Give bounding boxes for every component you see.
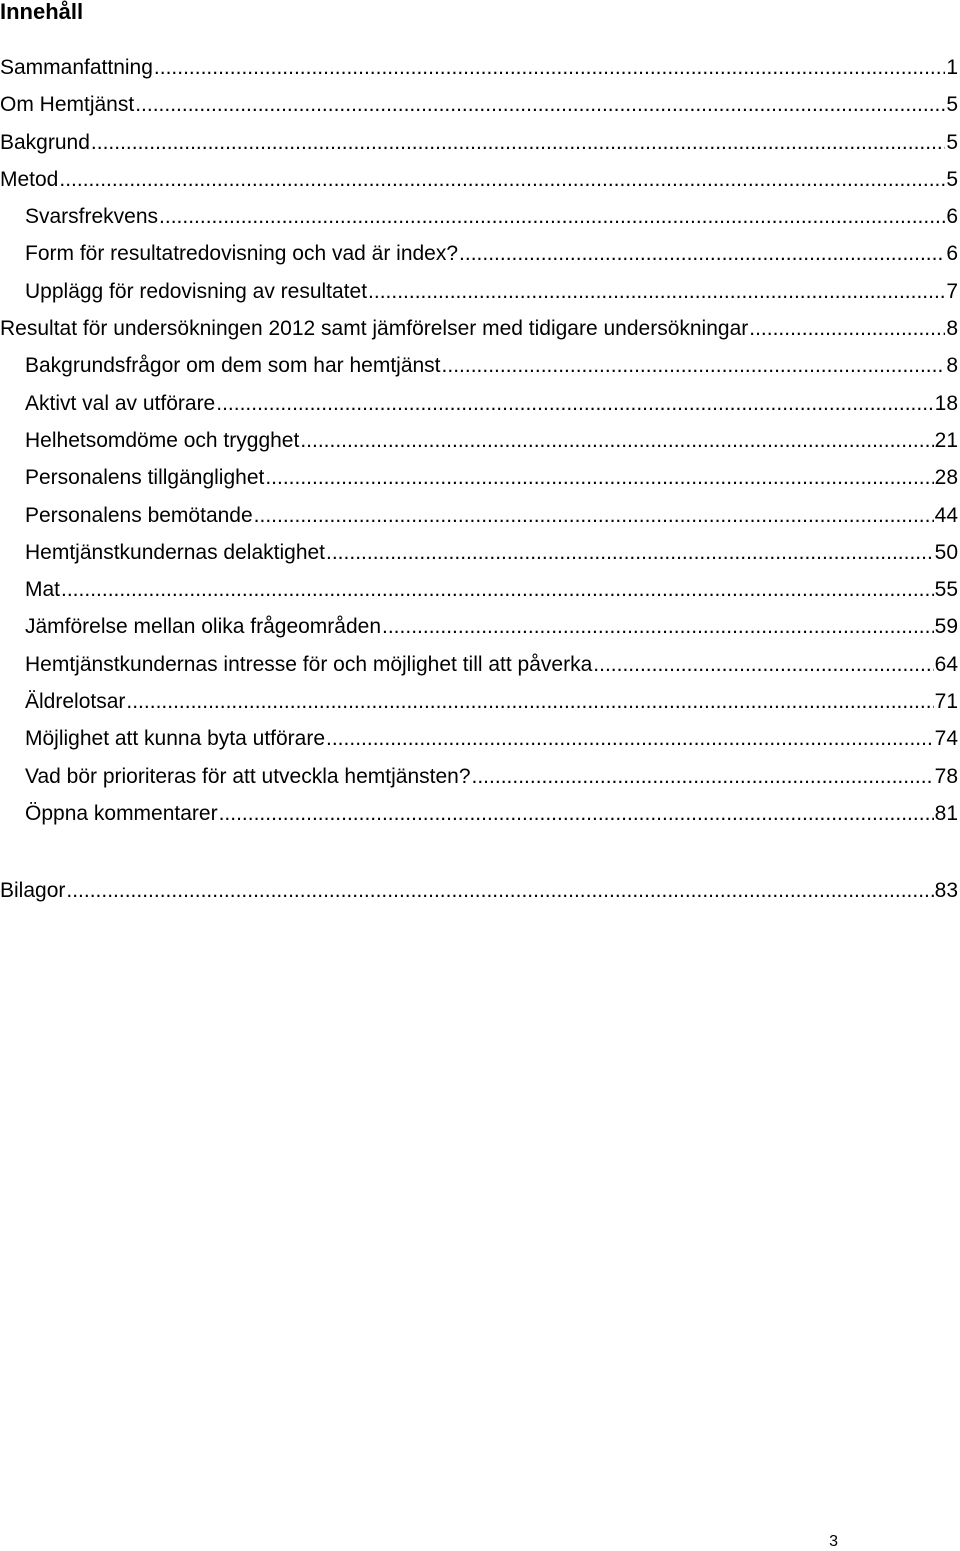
toc-entry-sammanfattning[interactable]: [0, 54, 960, 91]
toc-entry-om-hemtjanst[interactable]: [0, 91, 960, 128]
toc-entry-page: 5: [946, 93, 958, 117]
toc-entry-label: Personalens bemötande: [25, 503, 253, 527]
toc-entry-bakgrund[interactable]: [0, 129, 960, 166]
toc-entry-form-for-resultatredovisning[interactable]: [0, 240, 960, 277]
dot-leader: [91, 129, 945, 157]
dot-leader: [326, 539, 934, 567]
toc-entry-page: 18: [934, 391, 958, 415]
toc-entry-label: Metod: [0, 167, 59, 191]
toc-entry-page: 28: [934, 466, 958, 490]
dot-leader: [216, 390, 933, 418]
toc-entry-aldrelotsar[interactable]: [0, 688, 960, 725]
toc-entry-page: 5: [946, 167, 958, 191]
toc-entry-label: Sammanfattning: [0, 56, 153, 79]
toc-entry-svarsfrekvens[interactable]: [0, 203, 960, 240]
toc-entry-page: 6: [946, 242, 958, 266]
toc-entry-label: Jämförelse mellan olika frågeområden: [25, 615, 382, 639]
dot-leader: [382, 613, 934, 641]
toc-entry-page: 59: [934, 615, 958, 639]
dot-leader: [126, 688, 933, 716]
toc-entry-page: 83: [934, 879, 958, 903]
dot-leader: [61, 576, 934, 604]
toc-entry-label: Hemtjänstkundernas delaktighet: [25, 540, 326, 564]
toc-entry-page: 6: [946, 205, 958, 229]
toc-entry-label: Vad bör prioriteras för att utveckla hemtjänsten?: [25, 764, 471, 788]
page-title: Innehåll: [0, 0, 84, 24]
toc-entry-byta-utforare[interactable]: [0, 725, 960, 762]
dot-leader: [593, 651, 933, 679]
page-number: 3: [829, 1533, 838, 1550]
toc-entry-label: Möjlighet att kunna byta utförare: [25, 727, 326, 751]
dot-leader: [254, 502, 934, 530]
dot-leader: [326, 725, 934, 753]
toc-entry-label: Hemtjänstkundernas intresse för och möjlighet till att påverka: [25, 652, 593, 676]
table-of-contents: [0, 54, 960, 915]
dot-leader: [66, 877, 933, 905]
toc-entry-page: 21: [934, 428, 958, 452]
toc-entry-page: 50: [934, 540, 958, 564]
toc-entry-page: 55: [934, 578, 958, 602]
toc-entry-label: Äldrelotsar: [25, 690, 126, 714]
toc-entry-jamforelse-fragomraden[interactable]: [0, 613, 960, 650]
toc-entry-mat[interactable]: [0, 576, 960, 613]
toc-entry-page: 8: [946, 354, 958, 378]
toc-entry-page: 71: [934, 690, 958, 714]
dot-leader: [442, 352, 946, 380]
toc-entry-label: Svarsfrekvens: [25, 205, 159, 229]
toc-entry-delaktighet[interactable]: [0, 539, 960, 576]
toc-entry-page: 64: [934, 652, 958, 676]
toc-entry-page: 74: [934, 727, 958, 751]
dot-leader: [154, 54, 945, 82]
toc-entry-oppna-kommentarer[interactable]: [0, 800, 960, 837]
toc-entry-page: 5: [946, 130, 958, 154]
toc-entry-page: 44: [934, 503, 958, 527]
dot-leader: [749, 315, 945, 343]
toc-entry-label: Bilagor: [0, 879, 66, 903]
toc-entry-bilagor[interactable]: [0, 877, 960, 914]
toc-entry-metod[interactable]: [0, 166, 960, 203]
dot-leader: [472, 763, 934, 791]
toc-entry-page: 81: [934, 801, 958, 825]
toc-entry-label: Resultat för undersökningen 2012 samt jämförelser med tidigare undersökningar: [0, 317, 749, 341]
toc-entry-label: Om Hemtjänst: [0, 93, 135, 117]
toc-entry-personalens-tillganglighet[interactable]: [0, 464, 960, 501]
dot-leader: [459, 240, 945, 268]
toc-entry-page: 78: [934, 764, 958, 788]
toc-entry-label: Öppna kommentarer: [25, 801, 218, 825]
dot-leader: [135, 91, 945, 119]
dot-leader: [159, 203, 945, 231]
toc-entry-label: Aktivt val av utförare: [25, 391, 216, 415]
dot-leader: [219, 800, 934, 828]
toc-entry-label: Mat: [25, 578, 61, 602]
dot-leader: [265, 464, 933, 492]
toc-entry-aktivt-val[interactable]: [0, 390, 960, 427]
toc-entry-page: 1: [946, 56, 958, 79]
toc-entry-label: Form för resultatredovisning och vad är index?: [25, 242, 459, 266]
toc-entry-prioriteras[interactable]: [0, 763, 960, 800]
toc-entry-label: Helhetsomdöme och trygghet: [25, 428, 300, 452]
dot-leader: [59, 166, 945, 194]
dot-leader: [300, 427, 933, 455]
dot-leader: [368, 278, 945, 306]
toc-entry-resultat-for-undersokningen[interactable]: [0, 315, 960, 352]
toc-entry-upplagg-for-redovisning[interactable]: [0, 278, 960, 315]
toc-entry-label: Upplägg för redovisning av resultatet: [25, 279, 368, 303]
toc-entry-personalens-bemotande[interactable]: [0, 502, 960, 539]
toc-entry-helhetsomdome[interactable]: [0, 427, 960, 464]
toc-entry-page: 8: [946, 317, 958, 341]
toc-entry-page: 7: [946, 279, 958, 303]
toc-entry-intresse-paverka[interactable]: [0, 651, 960, 688]
toc-entry-label: Bakgrundsfrågor om dem som har hemtjänst: [25, 354, 441, 378]
toc-entry-bakgrundsfragor[interactable]: [0, 352, 960, 389]
toc-entry-label: Personalens tillgänglighet: [25, 466, 265, 490]
toc-entry-label: Bakgrund: [0, 130, 90, 154]
